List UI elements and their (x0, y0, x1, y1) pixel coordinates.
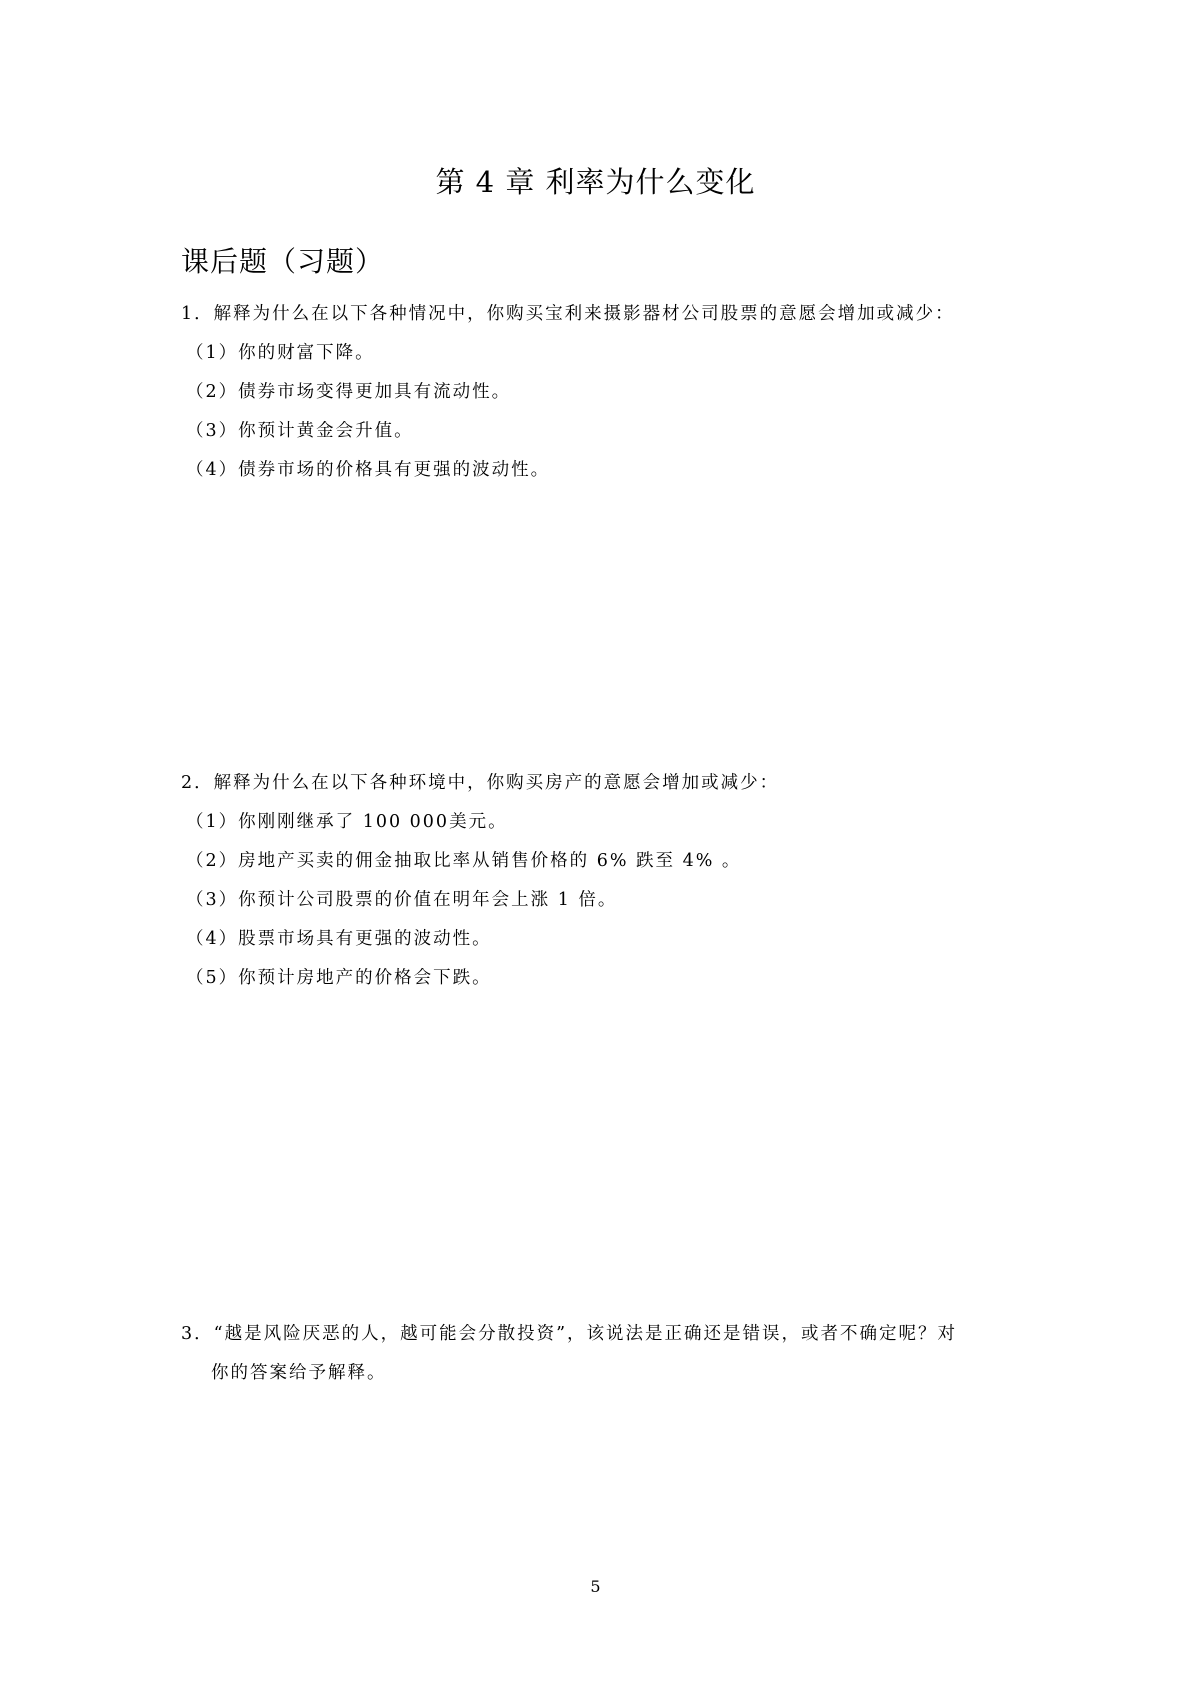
question-1-item-3: （3）你预计黄金会升值。 (186, 421, 414, 441)
question-3-stem: 3．“越是风险厌恶的人，越可能会分散投资”，该说法是正确还是错误，或者不确定呢？对 (181, 1324, 958, 1344)
question-1-item-1: （1）你的财富下降。 (186, 343, 375, 363)
question-2-item-3: （3）你预计公司股票的价值在明年会上涨 1 倍。 (186, 890, 618, 910)
question-2-item-1: （1）你刚刚继承了 100 000美元。 (186, 812, 508, 832)
question-2-item-4: （4）股票市场具有更强的波动性。 (186, 929, 492, 949)
question-1-item-2: （2）债券市场变得更加具有流动性。 (186, 382, 512, 402)
question-1-stem: 1．解释为什么在以下各种情况中，你购买宝利来摄影器材公司股票的意愿会增加或减少： (181, 304, 955, 324)
page-number: 5 (590, 1577, 601, 1596)
question-3-continuation: 你的答案给予解释。 (211, 1363, 387, 1383)
question-1-item-4: （4）债券市场的价格具有更强的波动性。 (186, 460, 551, 480)
question-2-stem: 2．解释为什么在以下各种环境中，你购买房产的意愿会增加或减少： (181, 773, 780, 793)
chapter-title: 第 4 章 利率为什么变化 (435, 165, 756, 199)
question-2-item-5: （5）你预计房地产的价格会下跌。 (186, 968, 492, 988)
section-heading: 课后题（习题） (181, 245, 385, 278)
question-2-item-2: （2）房地产买卖的佣金抽取比率从销售价格的 6% 跌至 4% 。 (186, 851, 742, 871)
